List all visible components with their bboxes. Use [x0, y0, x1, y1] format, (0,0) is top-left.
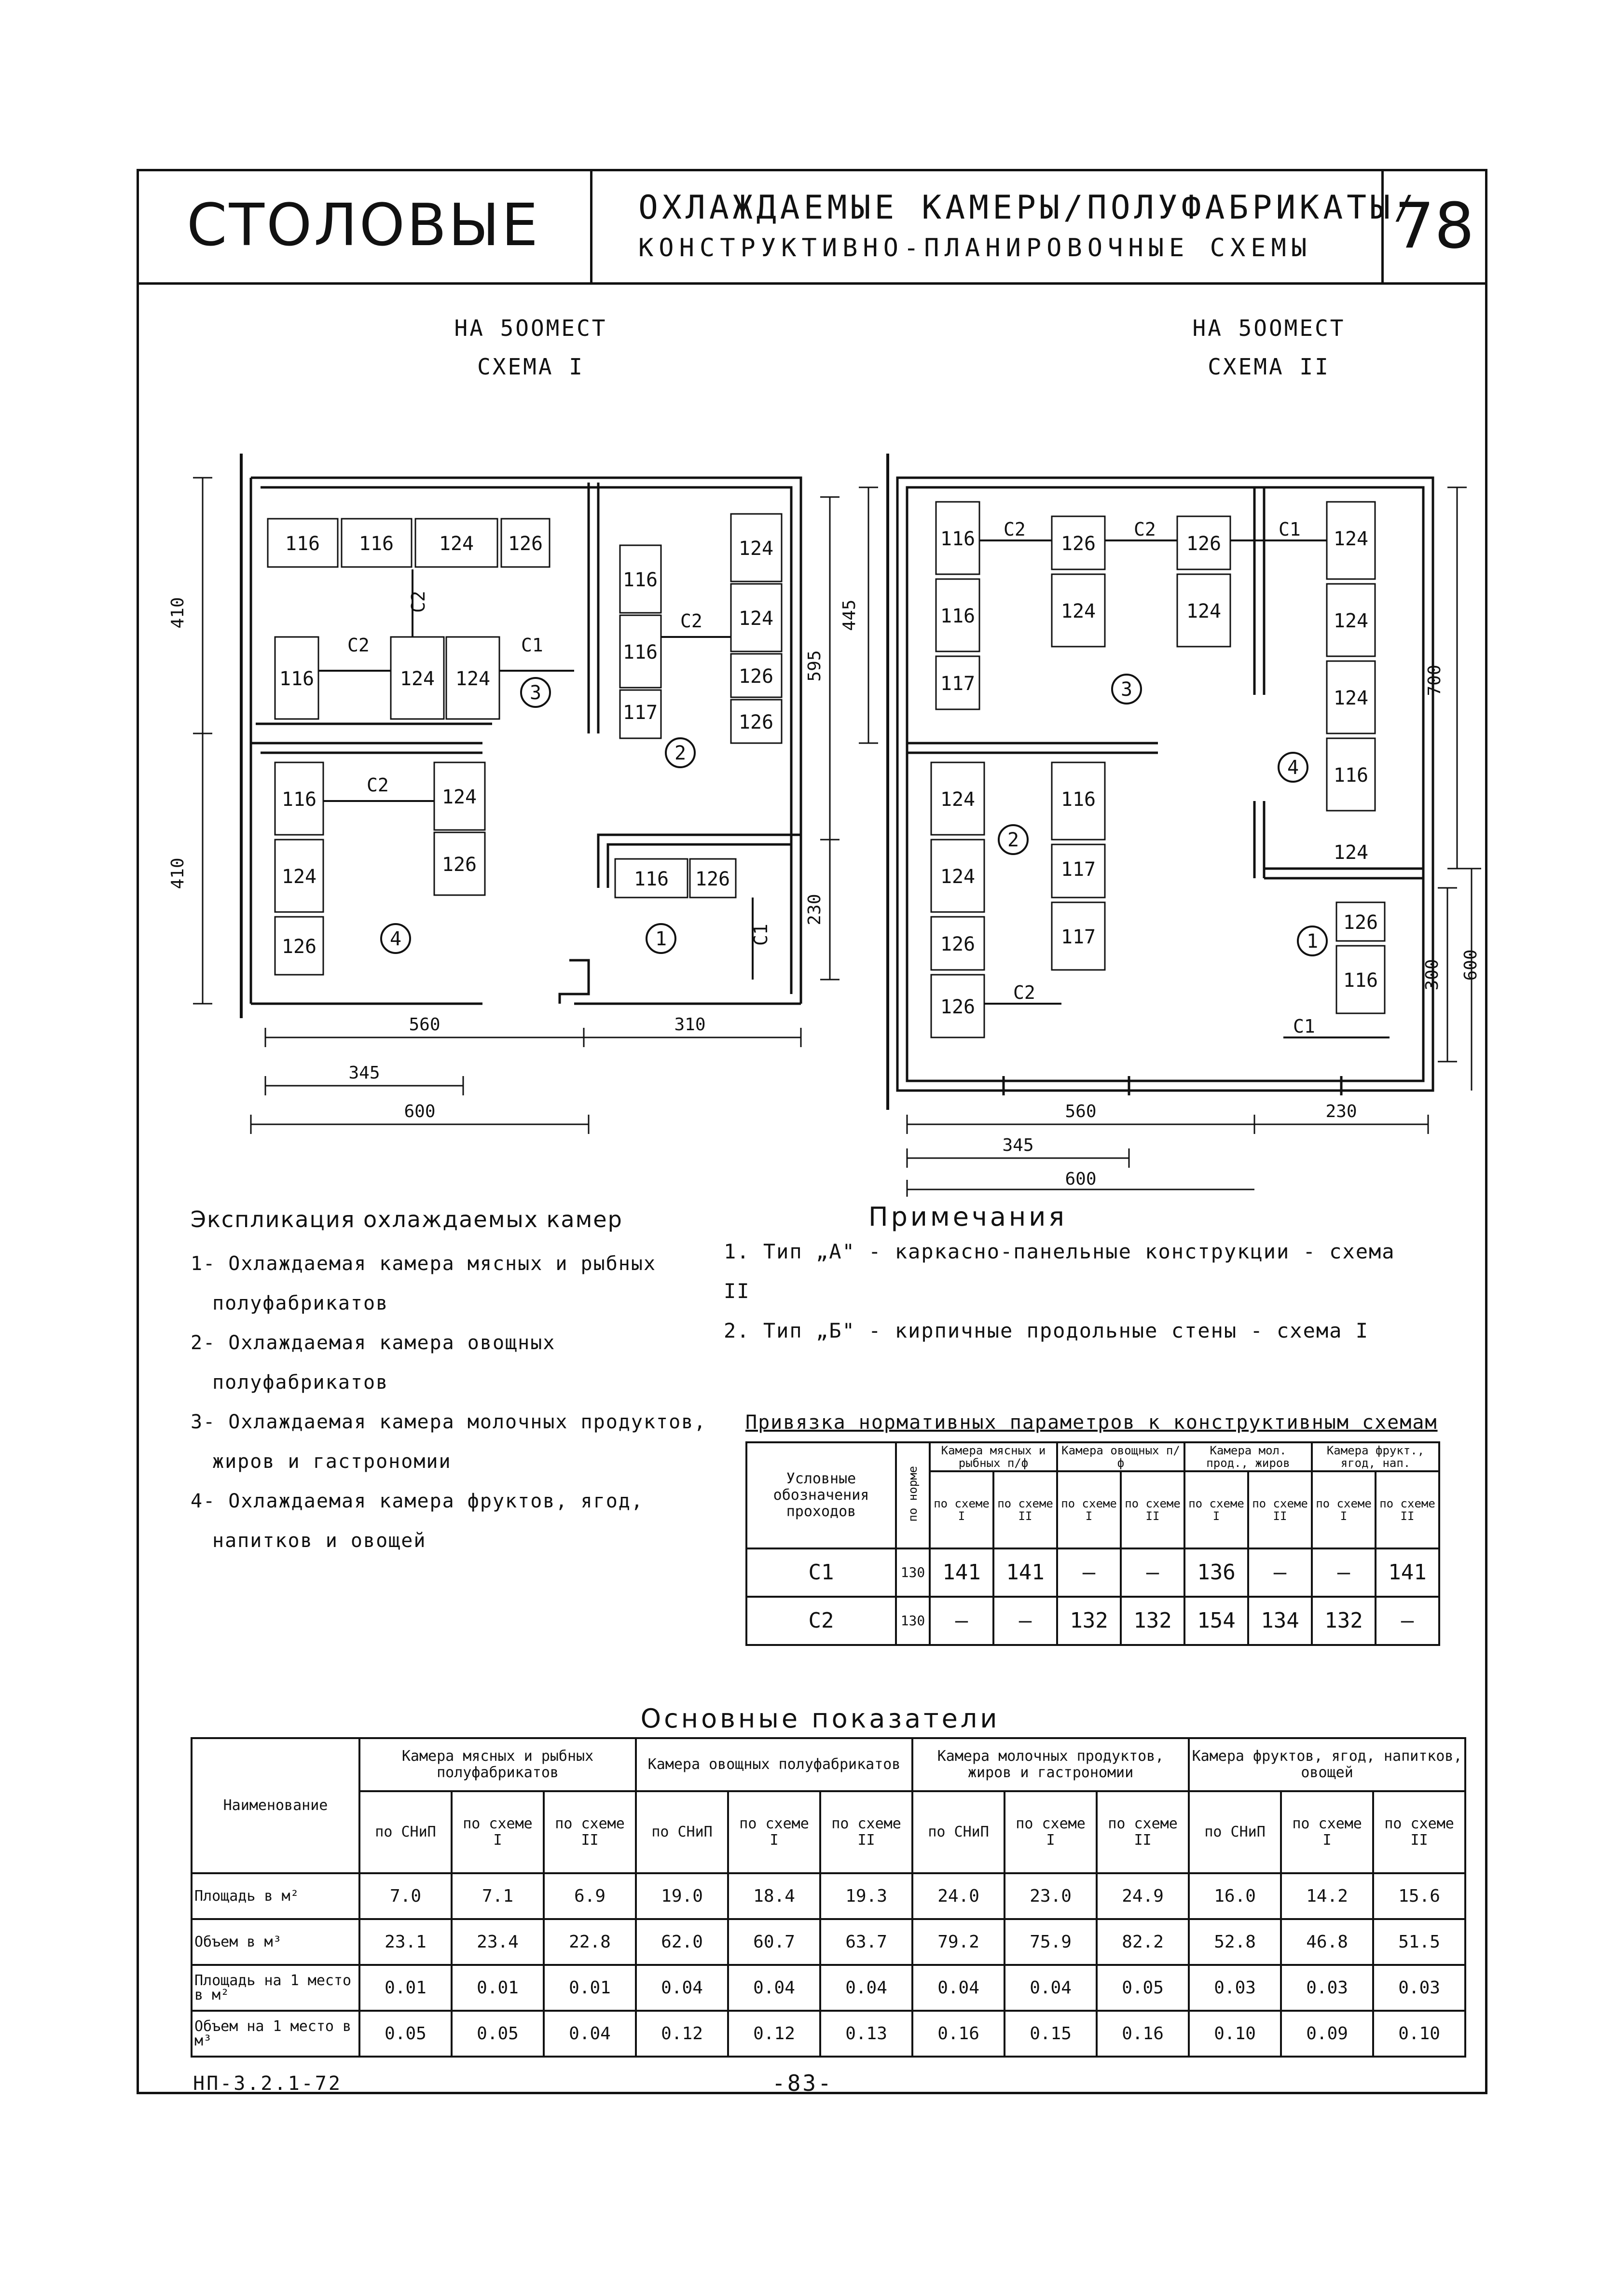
p2-room: 4 — [1287, 757, 1299, 779]
schema-1-caption — [386, 309, 675, 386]
value-cell: 141 — [993, 1548, 1057, 1597]
row-label: C1 — [746, 1548, 896, 1597]
value-cell: 6.9 — [544, 1873, 636, 1919]
plan-schema-1 — [154, 425, 854, 1139]
value-cell: 7.0 — [359, 1873, 452, 1919]
table-row — [192, 2011, 1465, 2057]
p1-unit: 117 — [622, 702, 658, 724]
value-cell: 75.9 — [1005, 1919, 1097, 1965]
row-label: C2 — [746, 1597, 896, 1645]
indicators-subheader: по схеме II — [1373, 1791, 1465, 1873]
value-cell: 7.1 — [452, 1873, 544, 1919]
indicators-title: Основные показатели — [640, 1703, 1000, 1734]
value-cell: 0.01 — [452, 1965, 544, 2011]
value-cell: 0.04 — [544, 2011, 636, 2057]
value-cell: 19.0 — [636, 1873, 728, 1919]
schema-1-name: СХЕМА I — [477, 354, 584, 380]
table-row — [746, 1597, 1439, 1645]
p2-unit: 116 — [940, 605, 976, 627]
value-cell: 46.8 — [1281, 1919, 1373, 1965]
value-cell: 0.16 — [912, 2011, 1005, 2057]
p2-unit: 124 — [1333, 610, 1369, 632]
value-cell: — — [930, 1597, 993, 1645]
value-cell: 0.15 — [1005, 2011, 1097, 2057]
indicators-subheader: по СНиП — [359, 1791, 452, 1873]
value-cell: 23.1 — [359, 1919, 452, 1965]
p2-unit: 124 — [1333, 528, 1369, 550]
note-item: 1. Тип „А" - каркасно-панельные конструкции - схема II — [724, 1240, 1395, 1303]
value-cell: 62.0 — [636, 1919, 728, 1965]
explication-title: Экспликация охлаждаемых камер — [191, 1206, 623, 1232]
p1-unit: 126 — [281, 936, 317, 958]
value-cell: 0.12 — [728, 2011, 820, 2057]
binding-table — [745, 1441, 1440, 1646]
p1-unit: 126 — [695, 868, 730, 890]
indicators-table — [191, 1737, 1466, 2058]
explication — [191, 1206, 736, 1561]
p1-unit: 126 — [738, 711, 774, 733]
table-row — [746, 1548, 1439, 1597]
p1-dim: 410 — [168, 857, 188, 889]
binding-corner: Условные обозначения проходов — [746, 1442, 896, 1548]
notes — [724, 1202, 1423, 1351]
p2-unit: 116 — [940, 528, 976, 550]
p2-unit: 116 — [1343, 969, 1378, 992]
p1-unit: 124 — [738, 608, 774, 630]
p1-passage: C1 — [750, 924, 771, 946]
p1-unit: 116 — [285, 533, 320, 555]
p1-unit: 116 — [279, 668, 315, 690]
binding-subheader: по схеме I — [930, 1471, 993, 1548]
binding-group: Камера овощных п/ф — [1057, 1442, 1184, 1471]
value-cell: 24.0 — [912, 1873, 1005, 1919]
p2-room: 1 — [1306, 930, 1319, 953]
value-cell: 52.8 — [1189, 1919, 1281, 1965]
value-cell: 22.8 — [544, 1919, 636, 1965]
p2-dim: 300 — [1422, 959, 1442, 991]
value-cell: 19.3 — [820, 1873, 912, 1919]
value-cell: 63.7 — [820, 1919, 912, 1965]
p2-unit: 126 — [1186, 533, 1222, 555]
value-cell: 18.4 — [728, 1873, 820, 1919]
indicators-subheader: по схеме I — [452, 1791, 544, 1873]
value-cell: 23.0 — [1005, 1873, 1097, 1919]
p2-unit: 126 — [940, 933, 976, 955]
value-cell: 0.04 — [912, 1965, 1005, 2011]
p1-unit: 116 — [622, 569, 658, 591]
value-cell: 154 — [1184, 1597, 1248, 1645]
value-cell: 0.04 — [820, 1965, 912, 2011]
p1-room: 2 — [674, 742, 687, 764]
value-cell: 0.03 — [1281, 1965, 1373, 2011]
p1-unit: 124 — [738, 538, 774, 560]
p1-dim: 595 — [805, 650, 825, 682]
indicators-subheader: по схеме I — [728, 1791, 820, 1873]
row-label: Площадь на 1 место в м² — [192, 1965, 359, 2011]
p2-passage: C1 — [1293, 1016, 1315, 1037]
binding-group: Камера мясных и рыбных п/ф — [930, 1442, 1057, 1471]
p2-unit: 124 — [940, 866, 976, 888]
p1-unit: 126 — [738, 665, 774, 688]
value-cell: 0.12 — [636, 2011, 728, 2057]
sheet-title — [592, 169, 1509, 282]
p1-dim: 410 — [168, 597, 188, 629]
value-cell: 0.05 — [1097, 1965, 1189, 2011]
value-cell: — — [1057, 1548, 1121, 1597]
value-cell: 132 — [1312, 1597, 1376, 1645]
p1-unit: 124 — [399, 668, 435, 690]
value-cell: 23.4 — [452, 1919, 544, 1965]
p1-unit: 124 — [281, 866, 317, 888]
indicators-subheader: по СНиП — [636, 1791, 728, 1873]
p1-unit: 126 — [441, 854, 477, 876]
p2-passage: C2 — [1013, 982, 1035, 1003]
p1-passage: C2 — [347, 635, 370, 656]
explication-item: 3- Охлаждаемая камера молочных продуктов, жиров и гастрономии — [191, 1411, 707, 1473]
value-cell: — — [1248, 1548, 1312, 1597]
p1-room: 3 — [529, 682, 542, 704]
binding-table-title: Привязка нормативных параметров к конструктивным схемам — [745, 1411, 1438, 1434]
explication-item: 2- Охлаждаемая камера овощных полуфабрикатов — [191, 1332, 556, 1394]
indicators-subheader: по СНиП — [912, 1791, 1005, 1873]
value-cell: 14.2 — [1281, 1873, 1373, 1919]
value-cell: 79.2 — [912, 1919, 1005, 1965]
p1-passage: C2 — [408, 591, 429, 613]
document-code: НП-3.2.1-72 — [193, 2073, 342, 2095]
p1-dim: 600 — [404, 1102, 436, 1121]
value-cell: — — [1312, 1548, 1376, 1597]
p2-unit: 126 — [1060, 533, 1096, 555]
binding-subheader: по схеме II — [1248, 1471, 1312, 1548]
p2-unit: 124 — [940, 788, 976, 811]
p2-dim: 445 — [840, 599, 859, 631]
binding-subheader: по схеме I — [1312, 1471, 1376, 1548]
p2-dim: 600 — [1461, 949, 1481, 981]
p2-dim: 700 — [1425, 664, 1445, 696]
value-cell: 134 — [1248, 1597, 1312, 1645]
table-row — [192, 1919, 1465, 1965]
value-cell: 0.01 — [544, 1965, 636, 2011]
p1-passage: C2 — [367, 774, 389, 796]
p1-unit: 116 — [281, 788, 317, 811]
indicators-group: Камера молочных продуктов, жиров и гастрономии — [912, 1738, 1189, 1791]
page-number: -83- — [772, 2070, 833, 2096]
title-block — [137, 169, 1487, 285]
value-cell: 16.0 — [1189, 1873, 1281, 1919]
indicators-subheader: по схеме I — [1281, 1791, 1373, 1873]
binding-norm-header: по норме — [896, 1442, 930, 1548]
value-cell: 60.7 — [728, 1919, 820, 1965]
binding-group: Камера мол. прод., жиров — [1184, 1442, 1312, 1471]
indicators-subheader: по схеме II — [820, 1791, 912, 1873]
binding-group: Камера фрукт., ягод, нап. — [1312, 1442, 1439, 1471]
p2-passage: C2 — [1004, 519, 1026, 540]
schema-2-name: СХЕМА II — [1208, 354, 1330, 380]
row-label: Площадь в м² — [192, 1873, 359, 1919]
p2-room: 3 — [1120, 678, 1133, 701]
explication-item: 4- Охлаждаемая камера фруктов, ягод, напитков и овощей — [191, 1490, 644, 1552]
p1-unit: 124 — [455, 668, 491, 690]
p2-unit: 124 — [1186, 600, 1222, 622]
p1-unit: 116 — [622, 641, 658, 663]
sheet-title-line-1: ОХЛАЖДАЕМЫЕ КАМЕРЫ/ПОЛУФАБРИКАТЫ/ — [638, 189, 1418, 227]
value-cell: 15.6 — [1373, 1873, 1465, 1919]
value-cell: 0.03 — [1189, 1965, 1281, 2011]
p2-unit: 117 — [1060, 858, 1096, 881]
indicators-subheader: по схеме II — [1097, 1791, 1189, 1873]
value-cell: 141 — [930, 1548, 993, 1597]
norm-cell: 130 — [896, 1597, 930, 1645]
binding-subheader: по схеме II — [1121, 1471, 1184, 1548]
explication-item: 1- Охлаждаемая камера мясных и рыбных полуфабрикатов — [191, 1253, 657, 1314]
binding-subheader: по схеме II — [993, 1471, 1057, 1548]
value-cell: 132 — [1057, 1597, 1121, 1645]
row-label: Объем в м³ — [192, 1919, 359, 1965]
p1-dim: 310 — [674, 1015, 706, 1035]
value-cell: 0.04 — [636, 1965, 728, 2011]
value-cell: — — [1376, 1597, 1439, 1645]
value-cell: 0.04 — [1005, 1965, 1097, 2011]
value-cell: — — [993, 1597, 1057, 1645]
note-item: 2. Тип „Б" - кирпичные продольные стены - схема I — [724, 1319, 1369, 1342]
p1-unit: 116 — [358, 533, 394, 555]
table-row — [192, 1965, 1465, 2011]
p2-dim: 345 — [1002, 1135, 1034, 1155]
p2-unit: 124 — [1333, 842, 1369, 864]
value-cell: 141 — [1376, 1548, 1439, 1597]
indicators-group: Камера овощных полуфабрикатов — [636, 1738, 912, 1791]
sheet-title-line-2: КОНСТРУКТИВНО-ПЛАНИРОВОЧНЫЕ СХЕМЫ — [638, 234, 1312, 263]
schema-1-capacity: НА 5ООМЕСТ — [454, 315, 607, 341]
p1-passage: C2 — [680, 610, 702, 632]
value-cell: 0.04 — [728, 1965, 820, 2011]
value-cell: 0.16 — [1097, 2011, 1189, 2057]
p2-unit: 116 — [1333, 764, 1369, 787]
p1-unit: 126 — [508, 533, 543, 555]
binding-table-block — [745, 1411, 1440, 1646]
p2-unit: 116 — [1060, 788, 1096, 811]
value-cell: 0.03 — [1373, 1965, 1465, 2011]
p2-unit: 124 — [1060, 600, 1096, 622]
value-cell: — — [1121, 1548, 1184, 1597]
binding-subheader: по схеме I — [1184, 1471, 1248, 1548]
p1-unit: 124 — [441, 786, 477, 808]
value-cell: 51.5 — [1373, 1919, 1465, 1965]
p1-room: 1 — [655, 928, 667, 950]
value-cell: 0.01 — [359, 1965, 452, 2011]
p1-dim: 560 — [409, 1015, 440, 1035]
p2-unit: 126 — [940, 996, 976, 1018]
p2-passage: C2 — [1134, 519, 1156, 540]
p2-unit: 124 — [1333, 687, 1369, 709]
p1-passage: C1 — [521, 635, 543, 656]
plan-schema-2 — [840, 425, 1481, 1197]
p1-room: 4 — [389, 928, 402, 950]
value-cell: 136 — [1184, 1548, 1248, 1597]
row-label: Объем на 1 место в м³ — [192, 2011, 359, 2057]
p2-dim: 230 — [1325, 1102, 1357, 1121]
indicators-corner: Наименование — [192, 1738, 359, 1873]
schema-2-capacity: НА 5ООМЕСТ — [1192, 315, 1346, 341]
brand-title: СТОЛОВЫЕ — [137, 169, 592, 282]
value-cell: 0.10 — [1373, 2011, 1465, 2057]
table-row — [192, 1873, 1465, 1919]
p2-dim: 560 — [1065, 1102, 1097, 1121]
notes-title: Примечания — [868, 1202, 1067, 1232]
indicators-subheader: по схеме II — [544, 1791, 636, 1873]
value-cell: 82.2 — [1097, 1919, 1189, 1965]
p2-unit: 117 — [940, 673, 976, 695]
p2-dim: 600 — [1065, 1169, 1097, 1189]
indicators-group: Камера мясных и рыбных полуфабрикатов — [359, 1738, 636, 1791]
value-cell: 132 — [1121, 1597, 1184, 1645]
p1-unit: 124 — [439, 533, 474, 555]
indicators-subheader: по схеме I — [1005, 1791, 1097, 1873]
p1-dim: 345 — [348, 1063, 380, 1083]
p1-dim: 230 — [805, 894, 825, 926]
p2-passage: C1 — [1279, 519, 1301, 540]
indicators-group: Камера фруктов, ягод, напитков, овощей — [1189, 1738, 1465, 1791]
schema-2-caption — [1124, 309, 1414, 386]
value-cell: 0.10 — [1189, 2011, 1281, 2057]
p2-unit: 117 — [1060, 926, 1096, 948]
value-cell: 24.9 — [1097, 1873, 1189, 1919]
value-cell: 0.05 — [359, 2011, 452, 2057]
value-cell: 0.05 — [452, 2011, 544, 2057]
p2-room: 2 — [1007, 829, 1019, 851]
p2-unit: 126 — [1343, 912, 1378, 934]
indicators-subheader: по СНиП — [1189, 1791, 1281, 1873]
p1-unit: 116 — [633, 868, 669, 890]
binding-subheader: по схеме II — [1376, 1471, 1439, 1548]
norm-cell: 130 — [896, 1548, 930, 1597]
sheet-number: 78 — [1381, 169, 1485, 282]
value-cell: 0.09 — [1281, 2011, 1373, 2057]
value-cell: 0.13 — [820, 2011, 912, 2057]
binding-subheader: по схеме I — [1057, 1471, 1121, 1548]
